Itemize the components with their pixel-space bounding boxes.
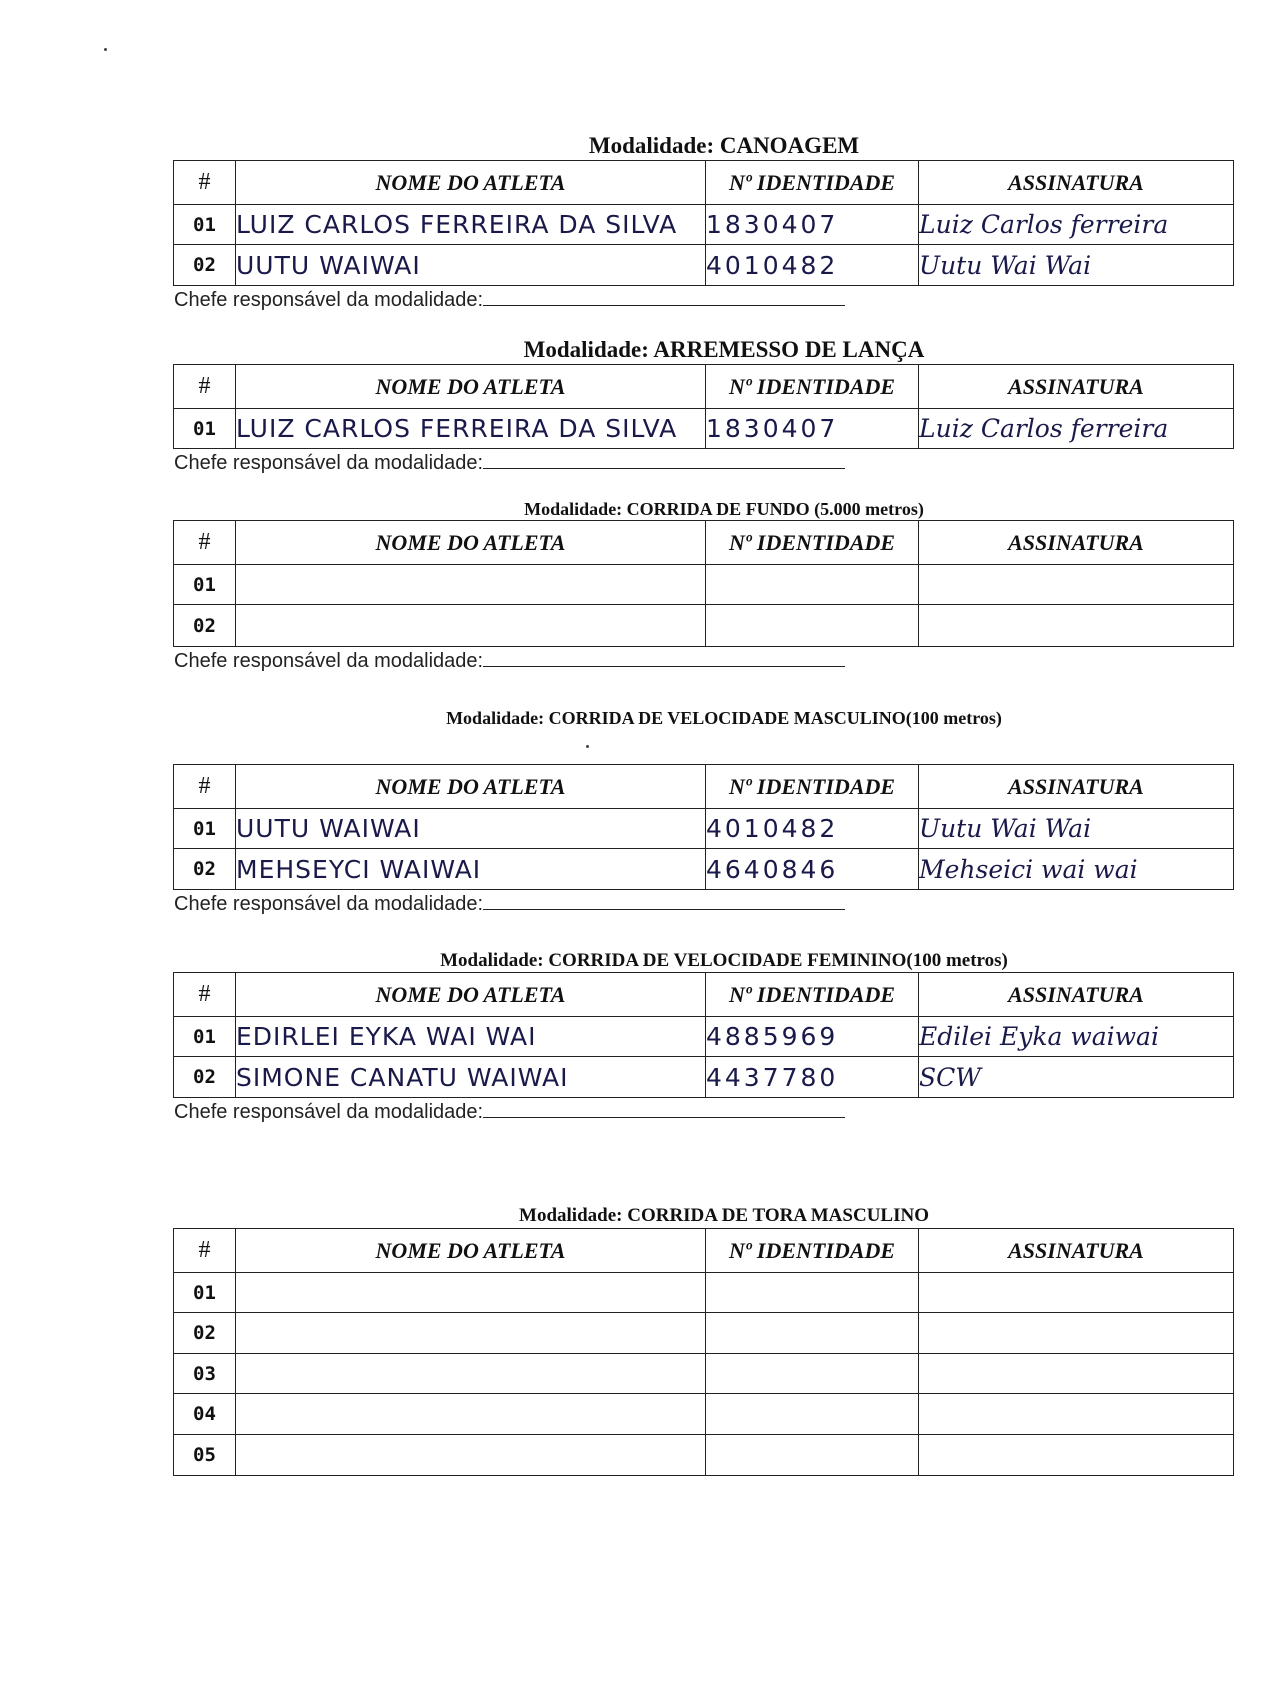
header-number: # <box>174 521 236 565</box>
athlete-name <box>236 565 706 605</box>
athlete-name: MEHSEYCI WAIWAI <box>236 849 706 890</box>
header-number: # <box>174 765 236 809</box>
table-row <box>174 245 1234 286</box>
row-number: 02 <box>174 605 236 647</box>
athlete-name: UUTU WAIWAI <box>236 245 706 286</box>
registration-table <box>173 1228 1234 1476</box>
section-title: Modalidade: CORRIDA DE VELOCIDADE FEMININO(100 metros) <box>440 950 1008 971</box>
header-assinatura: ASSINATURA <box>919 973 1234 1017</box>
section-title: Modalidade: CORRIDA DE VELOCIDADE MASCULINO(100 metros) <box>446 708 1002 728</box>
athlete-id: 4640846 <box>706 849 919 890</box>
header-number: # <box>174 973 236 1017</box>
chefe-label: Chefe responsável da modalidade: <box>174 1101 484 1123</box>
athlete-id <box>706 565 919 605</box>
registration-table <box>173 764 1234 890</box>
chefe-responsavel <box>174 648 845 673</box>
row-number: 02 <box>174 1057 236 1098</box>
table-row <box>174 1273 1234 1313</box>
header-nome: NOME DO ATLETA <box>236 973 706 1017</box>
athlete-id <box>706 605 919 647</box>
athlete-name <box>236 1354 706 1394</box>
header-assinatura: ASSINATURA <box>919 365 1234 409</box>
athlete-name: EDIRLEI EYKA WAI WAI <box>236 1017 706 1057</box>
header-number: # <box>174 1229 236 1273</box>
header-nome: NOME DO ATLETA <box>236 365 706 409</box>
table-row <box>174 605 1234 647</box>
header-identidade: Nº IDENTIDADE <box>706 521 919 565</box>
athlete-id <box>706 1354 919 1394</box>
chefe-label: Chefe responsável da modalidade: <box>174 452 484 474</box>
header-assinatura: ASSINATURA <box>919 1229 1234 1273</box>
table-row <box>174 205 1234 245</box>
header-nome: NOME DO ATLETA <box>236 521 706 565</box>
row-number: 01 <box>174 409 236 449</box>
table-row <box>174 849 1234 890</box>
athlete-id: 4010482 <box>706 245 919 286</box>
section-title: Modalidade: CANOAGEM <box>588 133 860 158</box>
table-row <box>174 1435 1234 1476</box>
athlete-name <box>236 1394 706 1435</box>
signature-line <box>483 891 845 910</box>
athlete-id: 1830407 <box>706 205 919 245</box>
section-title: Modalidade: ARREMESSO DE LANÇA <box>523 337 925 362</box>
header-nome: NOME DO ATLETA <box>236 765 706 809</box>
header-number: # <box>174 161 236 205</box>
athlete-signature: Mehseici wai wai <box>919 849 1234 890</box>
signature-line <box>483 450 845 469</box>
row-number: 02 <box>174 1313 236 1354</box>
athlete-signature <box>919 1435 1234 1476</box>
row-number: 01 <box>174 1273 236 1313</box>
registration-table <box>173 160 1234 286</box>
row-number: 01 <box>174 205 236 245</box>
chefe-responsavel <box>174 891 845 916</box>
row-number: 03 <box>174 1354 236 1394</box>
athlete-id <box>706 1394 919 1435</box>
table-row <box>174 565 1234 605</box>
table-row <box>174 1313 1234 1354</box>
chefe-responsavel <box>174 1099 845 1124</box>
header-identidade: Nº IDENTIDADE <box>706 365 919 409</box>
section-title: Modalidade: CORRIDA DE TORA MASCULINO <box>519 1205 929 1226</box>
athlete-name <box>236 1313 706 1354</box>
row-number: 01 <box>174 565 236 605</box>
chefe-responsavel <box>174 287 845 312</box>
chefe-label: Chefe responsável da modalidade: <box>174 893 484 915</box>
row-number: 01 <box>174 1017 236 1057</box>
athlete-id: 4010482 <box>706 809 919 849</box>
row-number: 04 <box>174 1394 236 1435</box>
header-number: # <box>174 365 236 409</box>
athlete-signature: Uutu Wai Wai <box>919 245 1234 286</box>
athlete-name <box>236 605 706 647</box>
athlete-name: LUIZ CARLOS FERREIRA DA SILVA <box>236 205 706 245</box>
row-number: 02 <box>174 849 236 890</box>
row-number: 05 <box>174 1435 236 1476</box>
athlete-signature <box>919 1313 1234 1354</box>
signature-line <box>483 287 845 306</box>
athlete-signature <box>919 1273 1234 1313</box>
athlete-signature <box>919 1354 1234 1394</box>
header-nome: NOME DO ATLETA <box>236 1229 706 1273</box>
chefe-responsavel <box>174 450 845 475</box>
athlete-name: LUIZ CARLOS FERREIRA DA SILVA <box>236 409 706 449</box>
header-assinatura: ASSINATURA <box>919 765 1234 809</box>
athlete-signature: Luiz Carlos ferreira <box>919 205 1234 245</box>
athlete-id: 4437780 <box>706 1057 919 1098</box>
header-assinatura: ASSINATURA <box>919 161 1234 205</box>
athlete-name <box>236 1273 706 1313</box>
athlete-signature: SCW <box>919 1057 1234 1098</box>
chefe-label: Chefe responsável da modalidade: <box>174 650 484 672</box>
header-identidade: Nº IDENTIDADE <box>706 973 919 1017</box>
table-row <box>174 809 1234 849</box>
athlete-id <box>706 1273 919 1313</box>
athlete-signature: Uutu Wai Wai <box>919 809 1234 849</box>
header-assinatura: ASSINATURA <box>919 521 1234 565</box>
table-row <box>174 1057 1234 1098</box>
header-nome: NOME DO ATLETA <box>236 161 706 205</box>
chefe-label: Chefe responsável da modalidade: <box>174 289 484 311</box>
table-row <box>174 409 1234 449</box>
athlete-id: 4885969 <box>706 1017 919 1057</box>
registration-table <box>173 972 1234 1098</box>
registration-table <box>173 364 1234 449</box>
athlete-signature <box>919 605 1234 647</box>
header-identidade: Nº IDENTIDADE <box>706 161 919 205</box>
scan-speck <box>586 745 589 748</box>
table-row <box>174 1354 1234 1394</box>
athlete-signature: Luiz Carlos ferreira <box>919 409 1234 449</box>
athlete-signature <box>919 1394 1234 1435</box>
signature-line <box>483 648 845 667</box>
signature-line <box>483 1099 845 1118</box>
scan-speck <box>104 48 107 51</box>
athlete-id <box>706 1435 919 1476</box>
section-title: Modalidade: CORRIDA DE FUNDO (5.000 metros) <box>524 499 924 519</box>
header-identidade: Nº IDENTIDADE <box>706 1229 919 1273</box>
athlete-name: SIMONE CANATU WAIWAI <box>236 1057 706 1098</box>
athlete-id: 1830407 <box>706 409 919 449</box>
athlete-signature: Edilei Eyka waiwai <box>919 1017 1234 1057</box>
athlete-signature <box>919 565 1234 605</box>
athlete-name: UUTU WAIWAI <box>236 809 706 849</box>
table-row <box>174 1017 1234 1057</box>
athlete-id <box>706 1313 919 1354</box>
athlete-name <box>236 1435 706 1476</box>
row-number: 02 <box>174 245 236 286</box>
header-identidade: Nº IDENTIDADE <box>706 765 919 809</box>
row-number: 01 <box>174 809 236 849</box>
table-row <box>174 1394 1234 1435</box>
registration-table <box>173 520 1234 647</box>
